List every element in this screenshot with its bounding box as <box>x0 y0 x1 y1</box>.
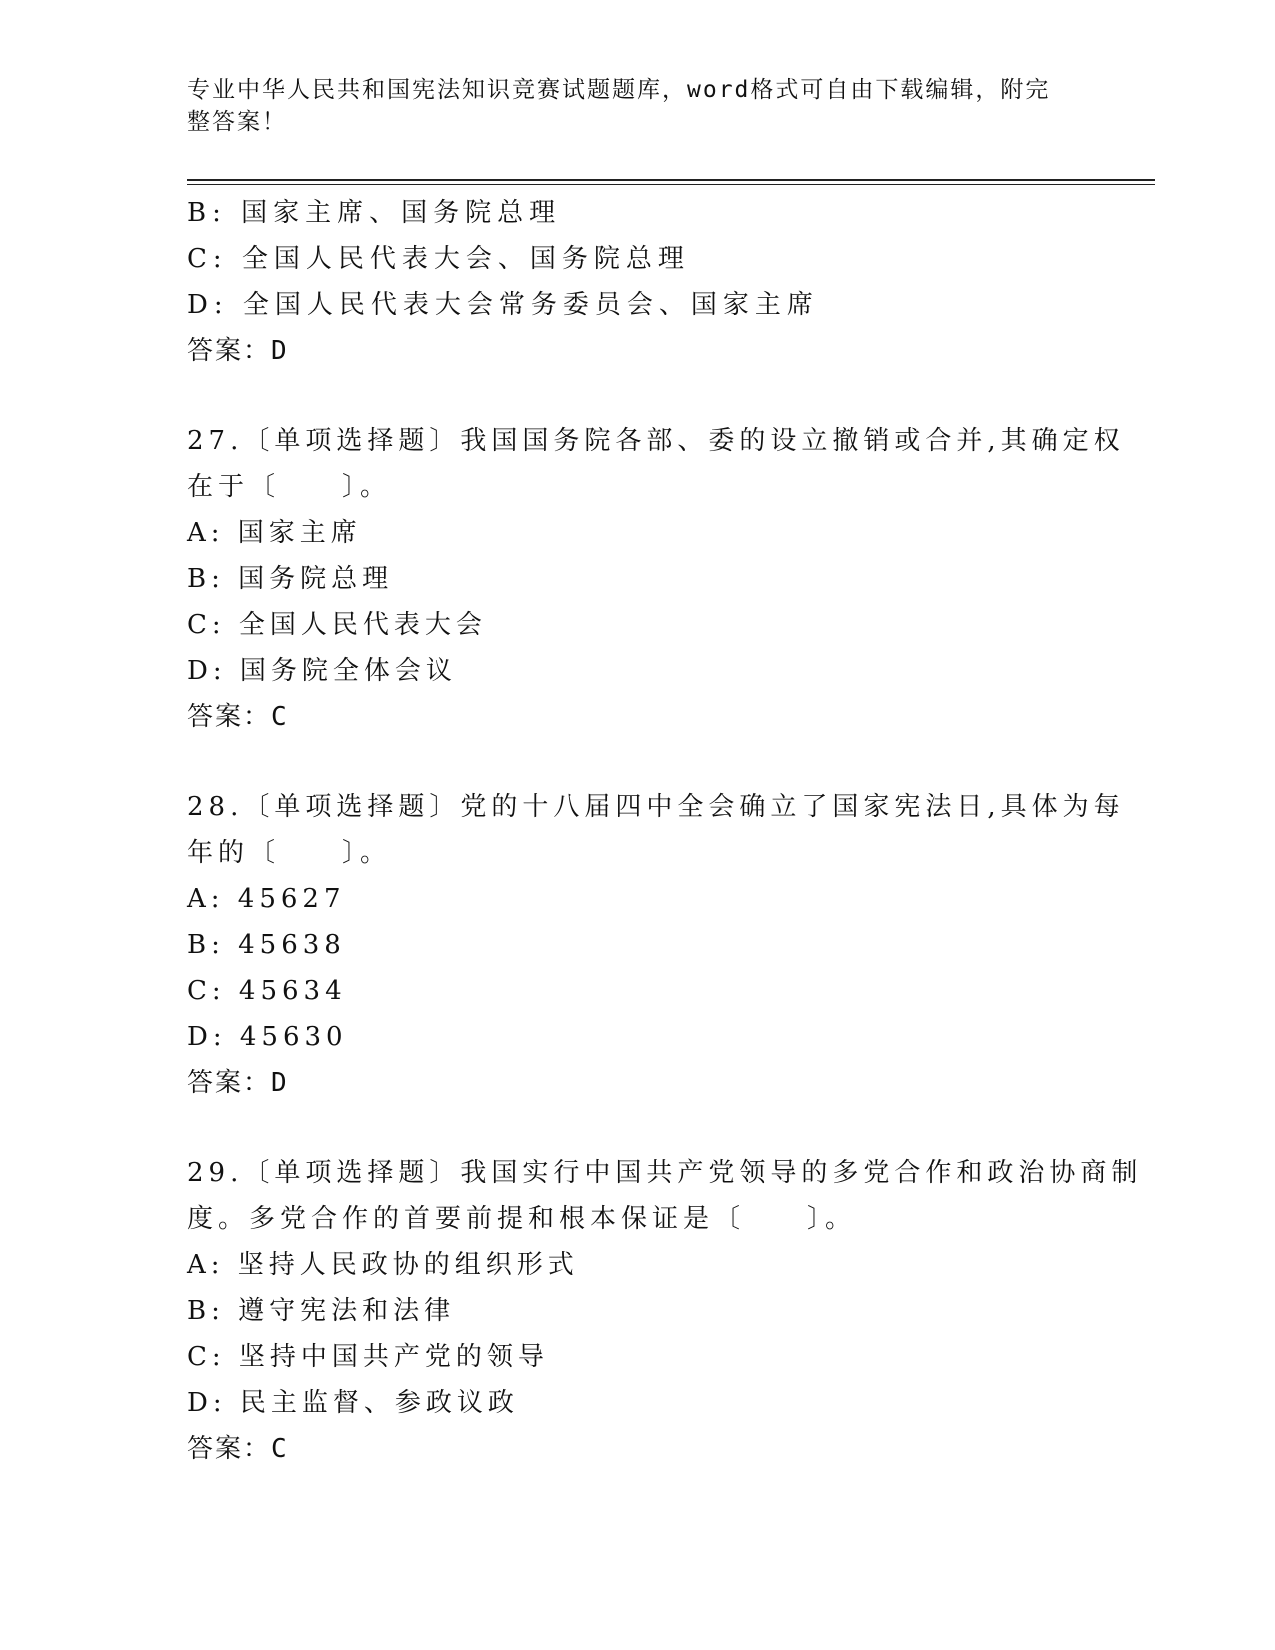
question-29 <box>187 1150 1143 1472</box>
previous-question-tail <box>187 190 1087 374</box>
answer-line: 答案：C <box>187 702 289 732</box>
option-d: D: 45630 <box>187 1022 348 1052</box>
option-b: B: 国家主席、国务院总理 <box>187 198 562 228</box>
option-a: A: 坚持人民政协的组织形式 <box>187 1250 579 1280</box>
option-d: D: 国务院全体会议 <box>187 656 457 686</box>
header-rule-thin <box>187 184 1155 185</box>
option-b: B: 国务院总理 <box>187 564 394 594</box>
option-a: A: 国家主席 <box>187 518 362 548</box>
option-c: C: 坚持中国共产党的领导 <box>187 1342 549 1372</box>
answer-line: 答案：D <box>187 1068 289 1098</box>
option-d: D: 全国人民代表大会常务委员会、国家主席 <box>187 290 819 320</box>
option-b: B: 45638 <box>187 930 346 960</box>
question-stem: 29.〔单项选择题〕我国实行中国共产党领导的多党合作和政治协商制 <box>187 1158 1143 1188</box>
question-stem-continued: 年的〔 〕。 <box>187 838 392 868</box>
option-c: C: 全国人民代表大会、国务院总理 <box>187 244 690 274</box>
question-content <box>187 190 1143 1472</box>
answer-line: 答案：D <box>187 336 289 366</box>
question-stem: 27.〔单项选择题〕我国国务院各部、委的设立撤销或合并,其确定权 <box>187 426 1125 456</box>
option-b: B: 遵守宪法和法律 <box>187 1296 456 1326</box>
answer-line: 答案：C <box>187 1434 289 1464</box>
question-stem-continued: 度。多党合作的首要前提和根本保证是〔 〕。 <box>187 1204 857 1234</box>
document-header: 专业中华人民共和国宪法知识竞赛试题题库，word格式可自由下载编辑，附完整答案！ <box>187 77 1051 135</box>
question-28 <box>187 784 1125 1106</box>
option-a: A: 45627 <box>187 884 346 914</box>
option-d: D: 民主监督、参政议政 <box>187 1388 519 1418</box>
header-rule-thick <box>187 179 1155 181</box>
question-stem-continued: 在于〔 〕。 <box>187 472 392 502</box>
option-c: C: 全国人民代表大会 <box>187 610 487 640</box>
option-c: C: 45634 <box>187 976 347 1006</box>
question-stem: 28.〔单项选择题〕党的十八届四中全会确立了国家宪法日,具体为每 <box>187 792 1125 822</box>
question-27 <box>187 418 1125 740</box>
